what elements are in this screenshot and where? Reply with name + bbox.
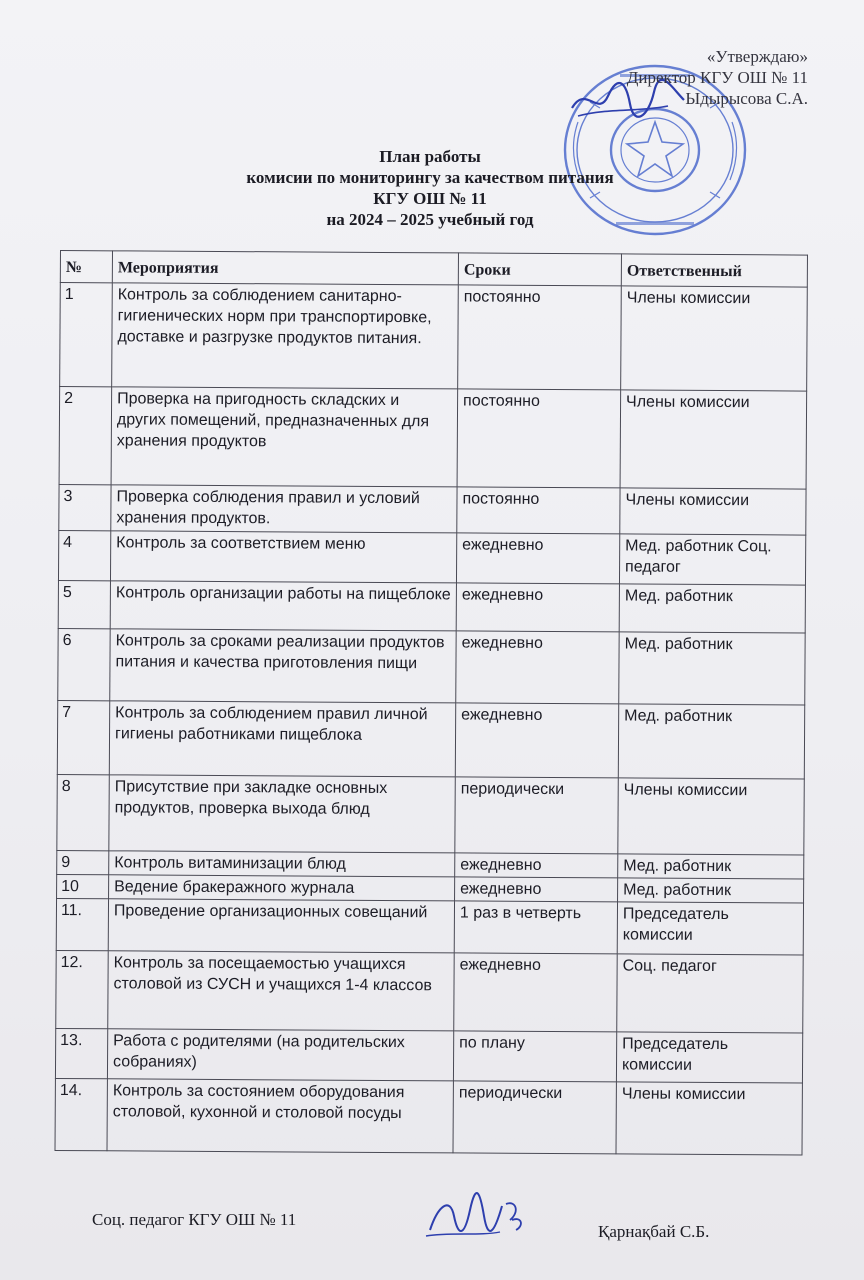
- row-activity: Контроль за соответствием меню: [110, 531, 456, 583]
- row-responsible: Мед. работник Соц. педагог: [619, 534, 805, 585]
- row-activity: Проверка на пригодность складских и других помещений, предназначенных для хранения продуктов: [111, 387, 458, 487]
- table-row: [57, 700, 804, 779]
- row-deadline: ежедневно: [456, 631, 619, 704]
- header-responsible: Ответственный: [621, 254, 807, 287]
- table-row: [59, 484, 806, 535]
- approval-heading: «Утверждаю»: [706, 47, 808, 66]
- row-deadline: ежедневно: [456, 533, 619, 584]
- row-deadline: ежедневно: [455, 877, 618, 902]
- row-responsible: Соц. педагог: [617, 954, 803, 1033]
- row-num: 13.: [55, 1028, 107, 1078]
- row-num: 1: [60, 283, 113, 387]
- table-row: [58, 628, 805, 705]
- approval-name: Ыдырысова С.А.: [685, 89, 808, 108]
- row-activity: Контроль за состоянием оборудования столовой, кухонной и столовой посуды: [107, 1079, 453, 1153]
- row-activity: Работа с родителями (на родительских собраниях): [107, 1029, 453, 1081]
- row-responsible: Мед. работник: [619, 632, 805, 705]
- row-deadline: 1 раз в четверть: [454, 901, 617, 954]
- table-row: [56, 950, 803, 1033]
- row-responsible: Мед. работник: [618, 704, 804, 779]
- row-deadline: периодически: [453, 1081, 616, 1154]
- header-deadline: Сроки: [458, 253, 621, 286]
- title-line-4: на 2024 – 2025 учебный год: [326, 210, 534, 229]
- table-row: [55, 1078, 802, 1155]
- row-responsible: Члены комиссии: [618, 778, 804, 855]
- approval-block: [548, 46, 808, 109]
- row-responsible: Члены комиссии: [620, 488, 806, 535]
- header-activity: Мероприятия: [112, 251, 458, 285]
- row-deadline: постоянно: [457, 389, 621, 488]
- table-header-row: [60, 251, 807, 288]
- row-activity: Проведение организационных совещаний: [108, 899, 454, 953]
- row-responsible: Члены комиссии: [616, 1082, 802, 1155]
- table-row: [58, 580, 805, 633]
- row-activity: Контроль за посещаемостью учащихся столовой из СУСН и учащихся 1-4 классов: [108, 951, 454, 1031]
- row-num: 12.: [56, 950, 108, 1028]
- row-responsible: Члены комиссии: [621, 286, 808, 391]
- row-num: 4: [58, 530, 110, 580]
- signer-position: Соц. педагог КГУ ОШ № 11: [92, 1210, 297, 1229]
- table-row: [58, 530, 805, 585]
- row-activity: Ведение бракеражного журнала: [109, 875, 455, 901]
- row-num: 8: [57, 774, 109, 850]
- document-title: [150, 146, 710, 230]
- row-num: 5: [58, 580, 110, 628]
- row-deadline: постоянно: [458, 285, 622, 390]
- row-num: 9: [57, 850, 109, 874]
- row-num: 11.: [56, 898, 108, 950]
- row-activity: Контроль организации работы на пищеблоке: [110, 581, 456, 631]
- row-activity: Контроль за соблюдением санитарно-гигиенических норм при транспортировке, доставке и разгрузке продуктов питания.: [112, 283, 459, 389]
- row-activity: Проверка соблюдения правил и условий хранения продуктов.: [111, 485, 457, 533]
- table-row: [59, 387, 807, 490]
- table-row: [60, 283, 808, 392]
- row-deadline: периодически: [455, 777, 618, 854]
- row-num: 2: [59, 387, 112, 485]
- row-responsible: Председатель комиссии: [616, 1032, 802, 1083]
- row-num: 3: [59, 484, 111, 530]
- row-num: 14.: [55, 1078, 107, 1150]
- approval-position: Директор КГУ ОШ № 11: [626, 68, 808, 87]
- table-row: [55, 1028, 802, 1083]
- row-activity: Контроль за соблюдением правил личной гигиены работниками пищеблока: [109, 701, 455, 777]
- title-line-1: План работы: [379, 147, 481, 166]
- row-num: 7: [57, 700, 109, 774]
- row-deadline: ежедневно: [455, 853, 618, 878]
- row-responsible: Мед. работник: [619, 584, 805, 633]
- header-num: №: [60, 251, 112, 283]
- row-responsible: Мед. работник: [618, 878, 804, 903]
- row-num: 6: [58, 628, 110, 700]
- title-line-3: КГУ ОШ № 11: [373, 189, 487, 208]
- table-row: [57, 774, 804, 855]
- row-activity: Присутствие при закладке основных продуктов, проверка выхода блюд: [109, 775, 455, 853]
- row-responsible: Председатель комиссии: [617, 902, 803, 955]
- row-deadline: ежедневно: [454, 953, 617, 1032]
- row-activity: Контроль за сроками реализации продуктов питания и качества приготовления пищи: [110, 629, 456, 703]
- row-num: 10: [57, 874, 109, 898]
- table-row: [56, 898, 803, 955]
- title-line-2: комисии по мониторингу за качеством питания: [246, 168, 614, 187]
- row-deadline: по плану: [453, 1031, 616, 1082]
- work-plan-table: [54, 250, 807, 1156]
- row-responsible: Мед. работник: [618, 854, 804, 879]
- signer-name: Қарнақбай С.Б.: [598, 1222, 710, 1241]
- social-pedagogue-signature: [420, 1186, 530, 1246]
- row-activity: Контроль витаминизации блюд: [109, 851, 455, 877]
- row-deadline: ежедневно: [456, 583, 619, 632]
- row-deadline: ежедневно: [455, 703, 618, 778]
- row-deadline: постоянно: [457, 487, 620, 534]
- row-responsible: Члены комиссии: [620, 390, 807, 489]
